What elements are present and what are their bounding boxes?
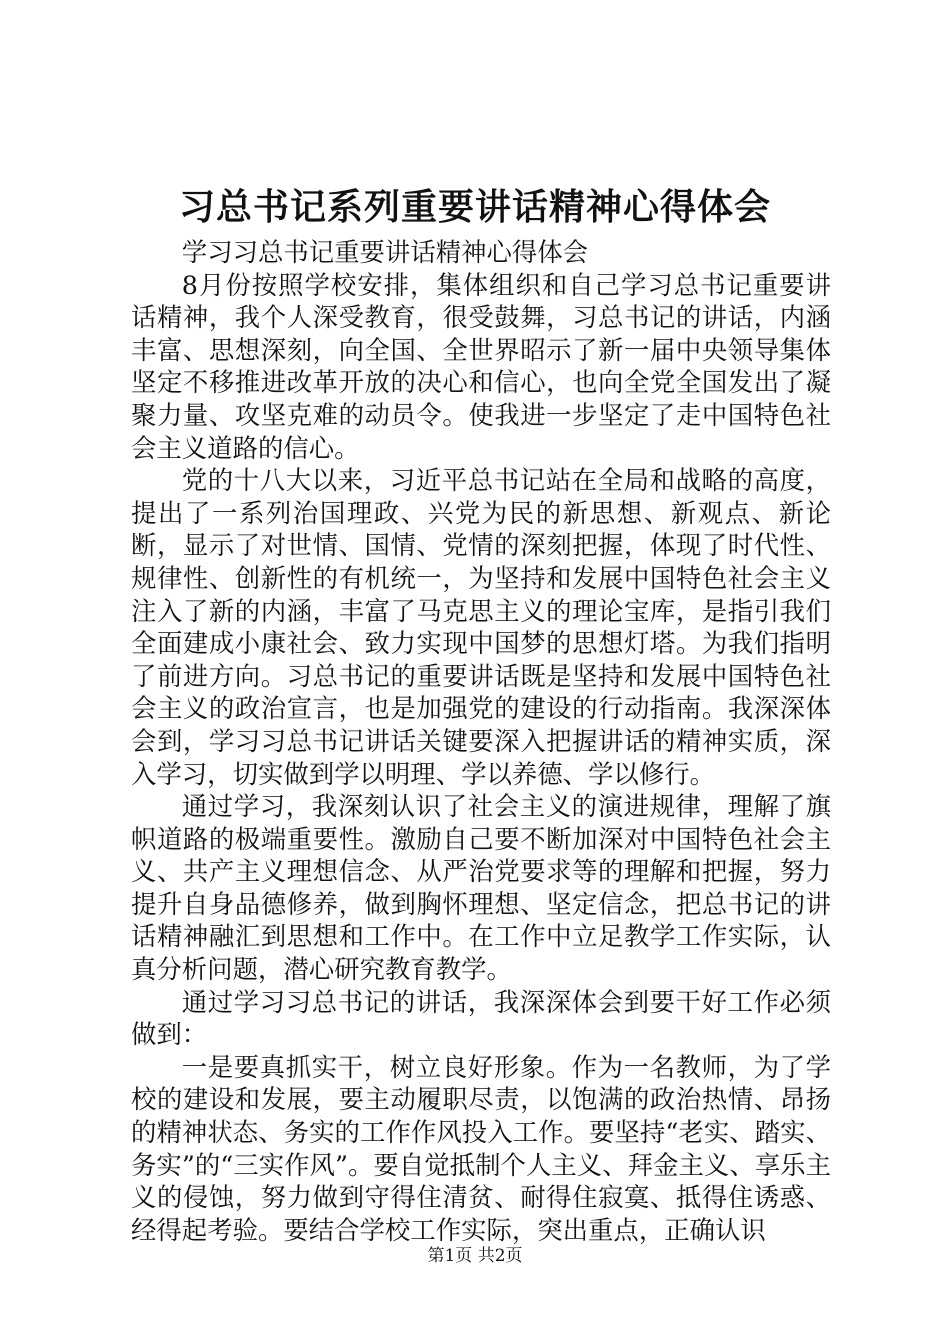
paragraph: 8月份按照学校安排，集体组织和自己学习总书记重要讲话精神，我个人深受教育，很受鼓舞，习总书记的讲话，内涵丰富、思想深刻，向全国、全世界昭示了新一届中央领导集体坚定不移推进改革开放的决心和信心，也向全党全国发出了凝聚力量、攻坚克难的动员令。使我进一步坚定了走中国特色社会主义道路的信心。: [131, 269, 831, 463]
document-body: [131, 236, 831, 1246]
paragraph-subtitle: 学习习总书记重要讲话精神心得体会: [181, 237, 589, 267]
paragraph: 通过学习，我深刻认识了社会主义的演进规律，理解了旗帜道路的极端重要性。激励自己要不断加深对中国特色社会主义、共产主义理想信念、从严治党要求等的理解和把握，努力提升自身品德修养，做到胸怀理想、坚定信念，把总书记的讲话精神融汇到思想和工作中。在工作中立足教学工作实际，认真分析问题，潜心研究教育教学。: [131, 791, 831, 985]
paragraph: 党的十八大以来，习近平总书记站在全局和战略的高度，提出了一系列治国理政、兴党为民的新思想、新观点、新论断，显示了对世情、国情、党情的深刻把握，体现了时代性、规律性、创新性的有机统一，为坚持和发展中国特色社会主义注入了新的内涵，丰富了马克思主义的理论宝库，是指引我们全面建成小康社会、致力实现中国梦的思想灯塔。为我们指明了前进方向。习总书记的重要讲话既是坚持和发展中国特色社会主义的政治宣言，也是加强党的建设的行动指南。我深深体会到，学习习总书记讲话关键要深入把握讲话的精神实质，深入学习，切实做到学以明理、学以养德、学以修行。: [131, 465, 831, 789]
paragraph: 通过学习习总书记的讲话，我深深体会到要干好工作必须做到：: [131, 986, 831, 1050]
paragraph: 一是要真抓实干，树立良好形象。作为一名教师，为了学校的建设和发展，要主动履职尽责，以饱满的政治热情、昂扬的精神状态、务实的工作作风投入工作。要坚持“老实、踏实、务实”的“三实作风”。要自觉抵制个人主义、拜金主义、享乐主义的侵蚀，努力做到守得住清贫、耐得住寂寞、抵得住诱惑、经得起考验。要结合学校工作实际，突出重点，正确认识: [131, 1051, 831, 1245]
document-title: 习总书记系列重要讲话精神心得体会: [178, 187, 771, 228]
page-number-footer: 第1页 共2页: [427, 1246, 523, 1266]
